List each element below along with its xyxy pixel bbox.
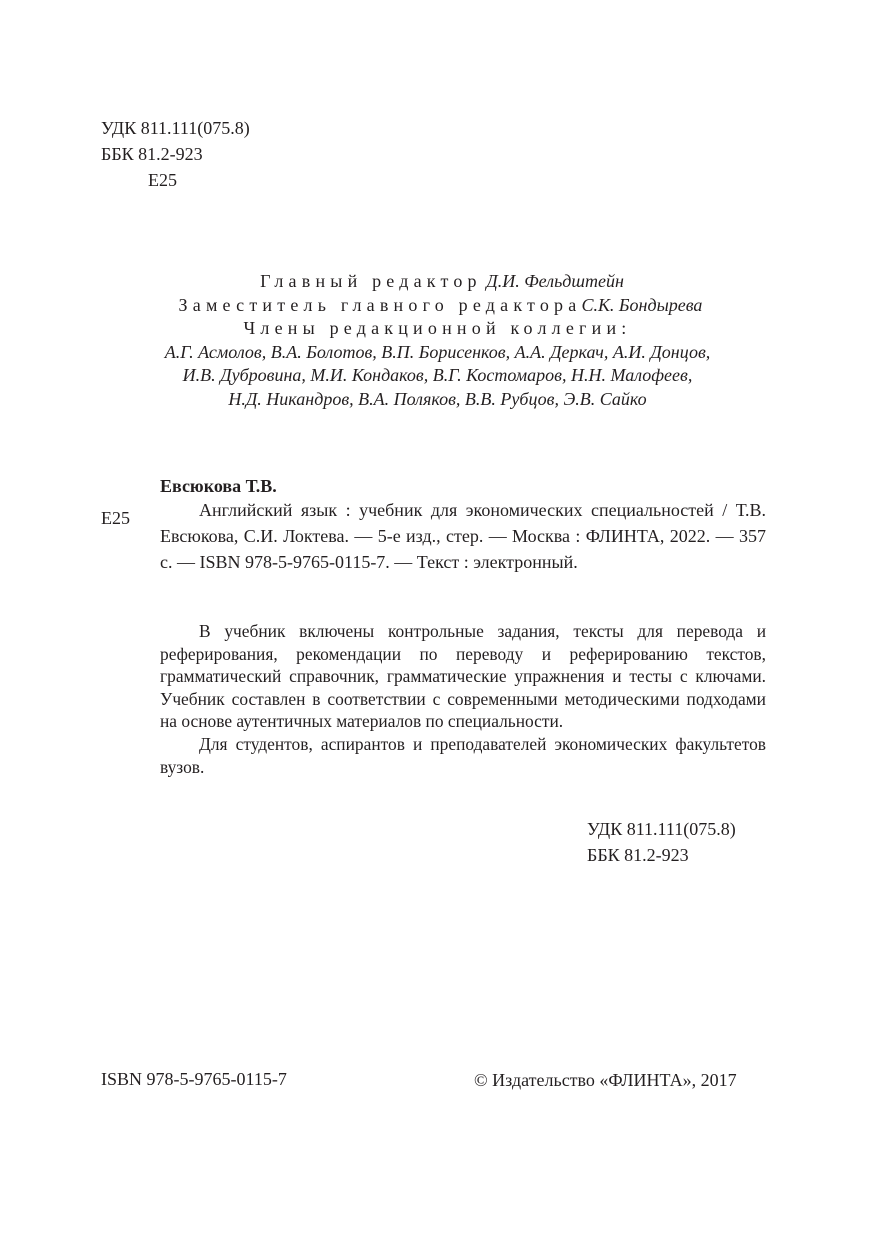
board-members-list-1: А.Г. Асмолов, В.А. Болотов, В.П. Борисенков, А.А. Деркач, А.И. Донцов, [164,341,711,362]
board-members-list-2: И.В. Дубровина, М.И. Кондаков, В.Г. Костомаров, Н.Н. Малофеев, [182,365,693,386]
isbn: ISBN 978-5-9765-0115-7 [101,1069,287,1089]
deputy-editor-line [0,294,875,318]
author-mark-top: Е25 [148,170,177,190]
chief-editor-label: Главный редактор [260,271,482,291]
author-mark: Е25 [101,508,130,528]
deputy-editor-label: Заместитель главного редактора [178,294,582,315]
board-members-list-3: Н.Д. Никандров, В.А. Поляков, В.В. Рубцов, Э.В. Сайко [228,388,647,409]
annotation-paragraph: В учебник включены контрольные задания, тексты для перевода и реферирования, рекомендации по переводу и реферированию текстов, грамматический справочник, грамматические упражнения и тесты с ключами. Учебник составлен в соответствии с современными методическими подходами на основе аутентичных материалов по специальности. [160,621,766,732]
chief-editor-line [0,270,875,294]
chief-editor-name: Д.И. Фельдштейн [486,271,624,291]
udk-index-top: УДК 811.111(075.8) [101,118,250,138]
bibliographic-description [160,497,766,575]
board-members-label: Члены редакционной коллегии: [243,318,632,339]
copyright: © Издательство «ФЛИНТА», 2017 [474,1070,737,1090]
bbk-index-top: ББК 81.2-923 [101,144,203,164]
bibliographic-description-text: Английский язык : учебник для экономических специальностей / Т.В. Евсюкова, С.И. Локтева. — 5-е изд., стер. — Москва : ФЛИНТА, 2022. — 357 с. — ISBN 978-5-9765-0115-7. — Текст : электронный. [160,500,766,572]
audience-paragraph: Для студентов, аспирантов и преподавателей экономических факультетов вузов. [160,733,766,777]
board-members-line [0,317,875,341]
editorial-board [0,270,875,412]
annotation [160,620,766,778]
udk-index-bottom: УДК 811.111(075.8) [587,819,736,839]
bbk-index-bottom: ББК 81.2-923 [587,845,689,865]
record-author: Евсюкова Т.В. [160,476,277,496]
deputy-editor-name: С.К. Бондырева [581,294,703,315]
